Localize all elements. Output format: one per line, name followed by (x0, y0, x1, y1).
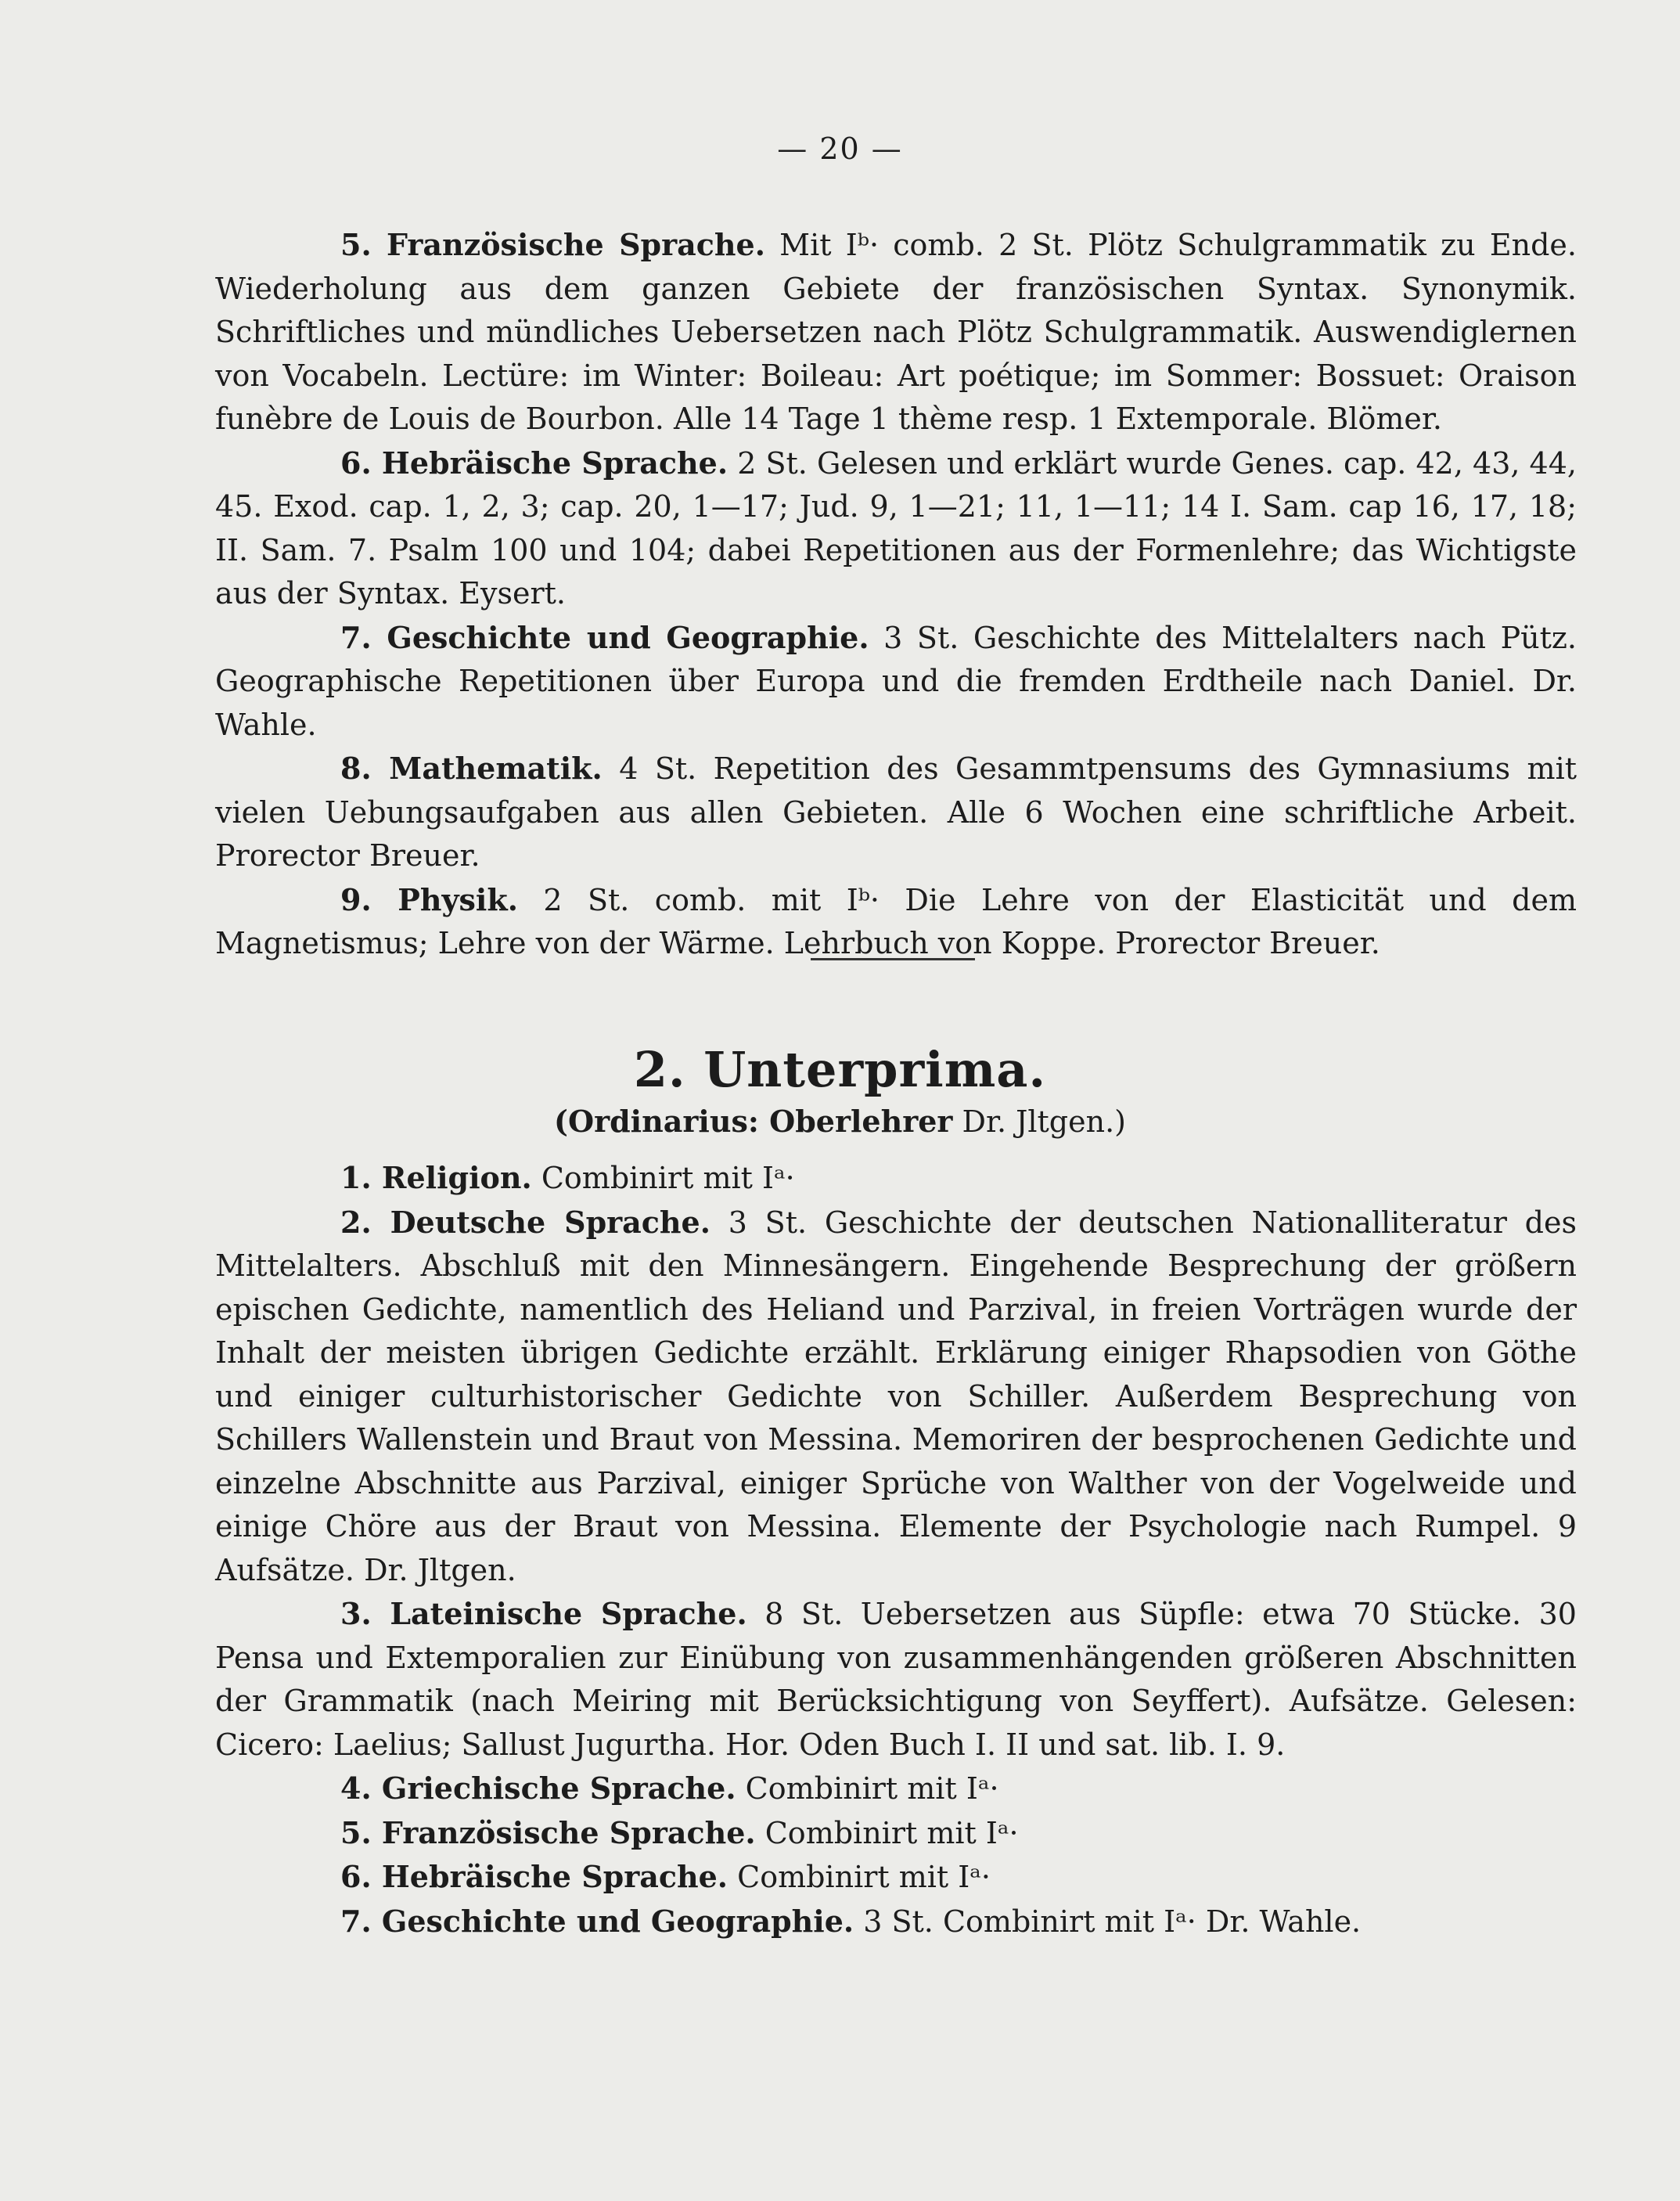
item-label: 1. Religion. (340, 1160, 532, 1195)
item-mathematik (215, 747, 1577, 878)
item-physik (215, 878, 1577, 966)
item-text: 2 St. comb. mit Iᵇ· Die Lehre von der Elasticität und dem Magnetismus; Lehre von der Wärme. Lehrbuch von Koppe. Prorector Breuer. (215, 882, 1577, 960)
item-franzoesisch-2 (215, 1811, 1577, 1856)
item-label: 6. Hebräische Sprache. (340, 1859, 728, 1894)
item-label: 4. Griechische Sprache. (340, 1771, 736, 1806)
item-label: 7. Geschichte und Geographie. (340, 619, 869, 655)
item-text: 3 St. Combinirt mit Iᵃ· Dr. Wahle. (863, 1904, 1362, 1939)
section-title: 2. Unterprima. (633, 1041, 1047, 1098)
item-text: 4 St. Repetition des Gesammtpensums des Gymnasiums mit vielen Uebungsaufgaben aus allen Gebieten. Alle 6 Wochen eine schriftliche Arbeit. Prorector Breuer. (215, 751, 1577, 873)
item-franzoesisch (215, 223, 1577, 441)
item-hebraeisch-2 (215, 1855, 1577, 1900)
item-label: 2. Deutsche Sprache. (340, 1204, 710, 1240)
section-subtitle (0, 1104, 1680, 1139)
subtitle-name: Dr. Jltgen.) (962, 1104, 1126, 1139)
item-text: Combinirt mit Iᵃ· (541, 1161, 795, 1195)
item-religion (215, 1156, 1577, 1201)
section-one (215, 223, 1577, 966)
item-latein (215, 1592, 1577, 1767)
item-geschichte (215, 616, 1577, 747)
item-griechisch (215, 1767, 1577, 1811)
item-label: 5. Französische Sprache. (340, 1814, 756, 1850)
page-number: — 20 — (777, 131, 903, 166)
item-label: 9. Physik. (340, 881, 518, 917)
item-text: 8 St. Uebersetzen aus Süpfle: etwa 70 Stücke. 30 Pensa und Extemporalien zur Einübung von zusammenhängenden größeren Abschnitten der Grammatik (nach Meiring mit Berücksichtigung von Seyffert). Aufsätze. Gelesen: Cicero: Laelius; Sallust Jugurtha. Hor. Oden Buch I. II und sat. lib. I. 9. (215, 1597, 1577, 1762)
section-two (215, 1156, 1577, 1943)
item-text: 2 St. Gelesen und erklärt wurde Genes. cap. 42, 43, 44, 45. Exod. cap. 1, 2, 3; cap. 20, 1—17; Jud. 9, 1—21; 11, 1—11; 14 I. Sam. cap 16, 17, 18; II. Sam. 7. Psalm 100 und 104; dabei Repetitionen aus der Formenlehre; das Wichtigste aus der Syntax. Eysert. (215, 445, 1577, 611)
item-geschichte-2 (215, 1900, 1577, 1944)
item-label: 3. Lateinische Sprache. (340, 1596, 747, 1631)
item-text: Mit Iᵇ· comb. 2 St. Plötz Schulgrammatik zu Ende. Wiederholung aus dem ganzen Gebiete der französischen Syntax. Synonymik. Schriftliches und mündliches Uebersetzen nach Plötz Schulgrammatik. Auswendiglernen von Vocabeln. Lectüre: im Winter: Boileau: Art poétique; im Sommer: Bossuet: Oraison funèbre de Louis de Bourbon. Alle 14 Tage 1 thème resp. 1 Extemporale. Blömer. (215, 228, 1577, 436)
section-divider (811, 958, 975, 960)
item-text: 3 St. Geschichte des Mittelalters nach Pütz. Geographische Repetitionen über Europa und die fremden Erdtheile nach Daniel. Dr. Wahle. (215, 620, 1577, 742)
item-text: Combinirt mit Iᵃ· (764, 1815, 1019, 1850)
item-label: 7. Geschichte und Geographie. (340, 1903, 854, 1939)
item-text: 3 St. Geschichte der deutschen Nationalliteratur des Mittelalters. Abschluß mit den Minnesängern. Eingehende Besprechung der größern epischen Gedichte, namentlich des Heliand und Parzival, in freien Vorträgen wurde der Inhalt der meisten übrigen Gedichte erzählt. Erklärung einiger Rhapsodien von Göthe und einiger culturhistorischer Gedichte von Schiller. Außerdem Besprechung von Schillers Wallenstein und Braut von Messina. Memoriren der besprochenen Gedichte und einzelne Abschnitte aus Parzival, einiger Sprüche von Walther von der Vogelweide und einige Chöre aus der Braut von Messina. Elemente der Psychologie nach Rumpel. 9 Aufsätze. Dr. Jltgen. (215, 1205, 1577, 1587)
item-hebraeisch (215, 441, 1577, 616)
item-label: 6. Hebräische Sprache. (340, 445, 728, 481)
item-text: Combinirt mit Iᵃ· (737, 1860, 991, 1894)
item-text: Combinirt mit Iᵃ· (745, 1771, 999, 1806)
item-label: 5. Französische Sprache. (340, 227, 765, 262)
item-deutsch (215, 1201, 1577, 1593)
subtitle-label: (Ordinarius: Oberlehrer (554, 1104, 953, 1139)
item-label: 8. Mathematik. (340, 751, 603, 786)
